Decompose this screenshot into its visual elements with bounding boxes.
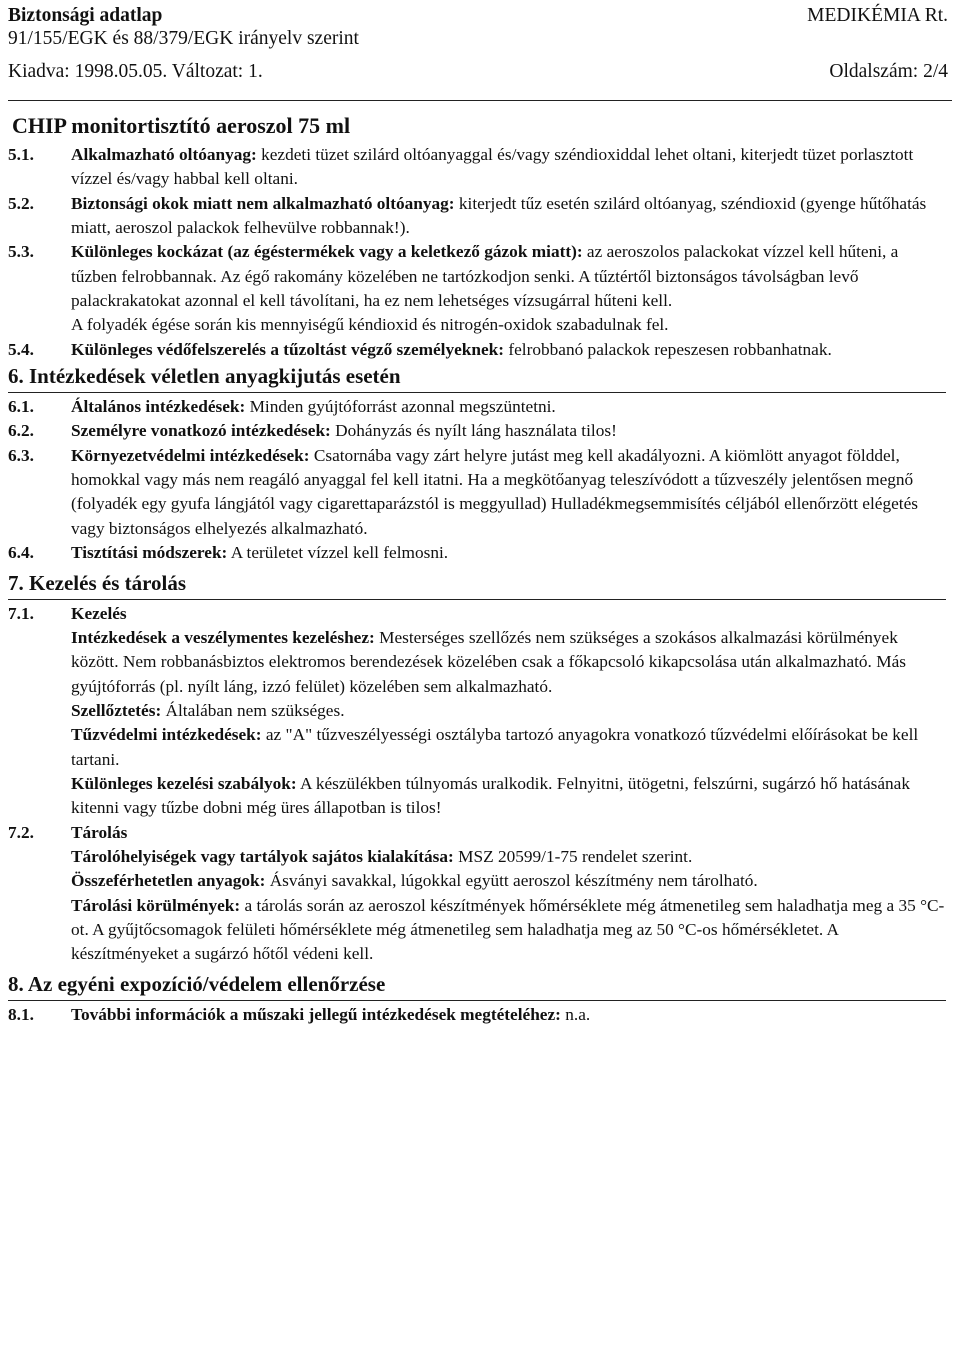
item-5-1: [8, 143, 946, 192]
item-label: Alkalmazható oltóanyag:: [71, 145, 257, 164]
item-text: Mesterséges szellőzés nem szükséges a szokásos alkalmazási körülmények között. Nem robbanásbiztos elektromos berendezések közelében csak a főkapcsoló kikapcsolása után alkalmazható. Más gyújtóforrás (pl. nyílt láng, izzó felület) közelében sem alkalmazható.: [71, 627, 906, 696]
section-8-heading: 8. Az egyéni expozíció/védelem ellenőrzése: [8, 971, 946, 1001]
item-number: 5.2.: [8, 193, 34, 213]
item-text: a tárolás során az aeroszol készítmények hőmérséklete még átmenetileg sem haladhatja meg a 35 °C-ot. A gyűjtőcsomagok felületi hőmérséklete még átmenetileg sem haladhatja meg az 50 °C-os hőmérsékletet. A készítményeket a sugárzó hőtől védeni kell.: [71, 895, 945, 964]
item-label: Szellőztetés:: [71, 700, 162, 720]
item-text: felrobbanó palackok repeszesen robbanhatnak.: [504, 339, 832, 359]
item-label: Általános intézkedések:: [71, 397, 246, 417]
page-number: Oldalszám: 2/4: [829, 61, 948, 82]
item-label: További információk a műszaki jellegű intézkedések megtételéhez:: [71, 1004, 561, 1024]
item-number: 6.4.: [8, 543, 34, 563]
item-body: [71, 419, 946, 443]
document-body: [8, 143, 946, 1027]
item-number: 8.1.: [8, 1004, 34, 1024]
item-text: kezdeti tüzet szilárd oltóanyaggal és/vagy széndioxiddal lehet oltani, kiterjedt tüzet porlasztott vízzel és/vagy habbal kell oltani.: [71, 145, 914, 189]
item-5-3-extra: A folyadék égése során kis mennyiségű kéndioxid és nitrogén-oxidok szabadulnak fel.: [71, 315, 669, 335]
item-number: 6.3.: [8, 445, 34, 465]
item-body: [71, 1003, 946, 1027]
item-text: A készülékben túlnyomás uralkodik. Felnyitni, ütögetni, felszúrni, sugárzó hő hatásának kitenni vagy tűzbe dobni még üres állapotban is tilos!: [71, 773, 910, 818]
item-number: 5.4.: [8, 339, 34, 359]
issue-info: Kiadva: 1998.05.05. Változat: 1.: [8, 61, 263, 82]
storage-conditions: [71, 894, 946, 967]
item-6-1: [8, 395, 946, 419]
subsection-7-2: [8, 821, 946, 845]
item-body: [71, 192, 946, 241]
header-row-1: [8, 4, 948, 28]
item-text: MSZ 20599/1-75 rendelet szerint.: [453, 846, 693, 866]
item-text: n.a.: [560, 1004, 591, 1024]
fire-protection: [71, 723, 946, 772]
item-body: [71, 395, 946, 419]
item-label: Különleges kezelési szabályok:: [71, 773, 297, 793]
item-text: az aeroszolos palackokat vízzel kell hűteni, a tűzben felrobbannak. Az égő rakomány közelében ne tartózkodjon senki. A tűztértől biztonságos távolságban levő palackrakatokat azonnal el kell távolítani, ha ez nem lehetséges vízsugárral hűteni kell.: [71, 242, 899, 311]
item-text: Ásványi savakkal, lúgokkal együtt aeroszol készítmény nem tárolható.: [265, 871, 758, 891]
section-7-heading: 7. Kezelés és tárolás: [8, 570, 946, 600]
item-label: Különleges kockázat (az égéstermékek vagy a keletkező gázok miatt):: [71, 242, 583, 262]
item-label: Személyre vonatkozó intézkedések:: [71, 421, 331, 441]
ventilation: [71, 699, 946, 723]
item-label: Tűzvédelmi intézkedések:: [71, 725, 262, 745]
item-label: Tárolóhelyiségek vagy tartályok sajátos kialakítása:: [71, 846, 454, 866]
item-text: Dohányzás és nyílt láng használata tilos!: [330, 421, 617, 441]
item-body: [71, 338, 946, 362]
storage-design: [71, 845, 946, 869]
item-text: Minden gyújtóforrást azonnal megszüntetni.: [245, 397, 556, 417]
header-row-2: [8, 27, 948, 51]
item-label: Biztonsági okok miatt nem alkalmazható oltóanyag:: [71, 193, 455, 213]
item-text: az "A" tűzveszélyességi osztályba tartozó anyagokra vonatkozó tűzvédelmi előírásokat be kell tartani.: [71, 725, 919, 769]
item-number: 5.1.: [8, 145, 34, 164]
item-5-4: [8, 338, 946, 362]
item-8-1: [8, 1003, 946, 1027]
section-6-heading: 6. Intézkedések véletlen anyagkijutás esetén: [8, 363, 946, 393]
incompatible-materials: [71, 869, 946, 893]
item-number: 5.3.: [8, 242, 34, 262]
item-body: [71, 541, 946, 565]
product-name: CHIP monitortisztító aeroszol 75 ml: [12, 113, 351, 138]
item-text: Csatornába vagy zárt helyre jutást meg kell akadályozni. A kiömlött anyagot földdel, homokkal vagy más nem reagáló anyaggal fel kell itatni. Ha a megkötőanyag teleszívódott a tűzveszély jelentősen megnő (folyadék egy gyufa lángjától vagy cigarettaparázstól is meggyullad) Hulladékmegsemmisítés céljából ellenőrzött elégetés vagy biztonságos elhelyezés alkalmazható.: [71, 445, 918, 538]
item-6-2: [8, 419, 946, 443]
subsection-label: Tárolás: [71, 822, 128, 842]
item-number: 6.1.: [8, 397, 34, 417]
subsection-label: Kezelés: [71, 603, 127, 623]
item-6-3: [8, 444, 946, 541]
item-label: Tárolási körülmények:: [71, 895, 241, 915]
item-number: 7.2.: [8, 822, 34, 842]
item-body: [71, 444, 946, 541]
item-label: Környezetvédelmi intézkedések:: [71, 445, 310, 465]
item-label: Tisztítási módszerek:: [71, 543, 228, 563]
special-handling-rules: [71, 772, 946, 821]
doc-type: Biztonsági adatlap: [8, 5, 163, 26]
directive: 91/155/EGK és 88/379/EGK irányelv szerint: [8, 28, 359, 49]
item-label: Intézkedések a veszélymentes kezeléshez:: [71, 627, 375, 647]
header-divider: [8, 100, 952, 101]
item-6-4: [8, 541, 946, 565]
item-number: 6.2.: [8, 421, 34, 441]
item-number: 7.1.: [8, 603, 34, 623]
item-5-2: [8, 192, 946, 241]
item-text: A területet vízzel kell felmosni.: [227, 543, 449, 563]
item-label: Különleges védőfelszerelés a tűzoltást végző személyeknek:: [71, 339, 505, 359]
handling-measures: [71, 626, 946, 699]
company-name: MEDIKÉMIA Rt.: [807, 5, 948, 26]
item-label: Összeférhetetlen anyagok:: [71, 871, 266, 891]
subsection-7-1: [8, 602, 946, 626]
header-row-3: [8, 60, 948, 84]
item-body: [71, 240, 946, 313]
item-5-3: [8, 240, 946, 313]
item-text: kiterjedt tűz esetén szilárd oltóanyag, széndioxid (gyenge hűtőhatás miatt, aeroszol palackok felhevülve robbannak!).: [71, 193, 927, 238]
item-text: Általában nem szükséges.: [161, 700, 345, 720]
item-body: [71, 143, 946, 192]
